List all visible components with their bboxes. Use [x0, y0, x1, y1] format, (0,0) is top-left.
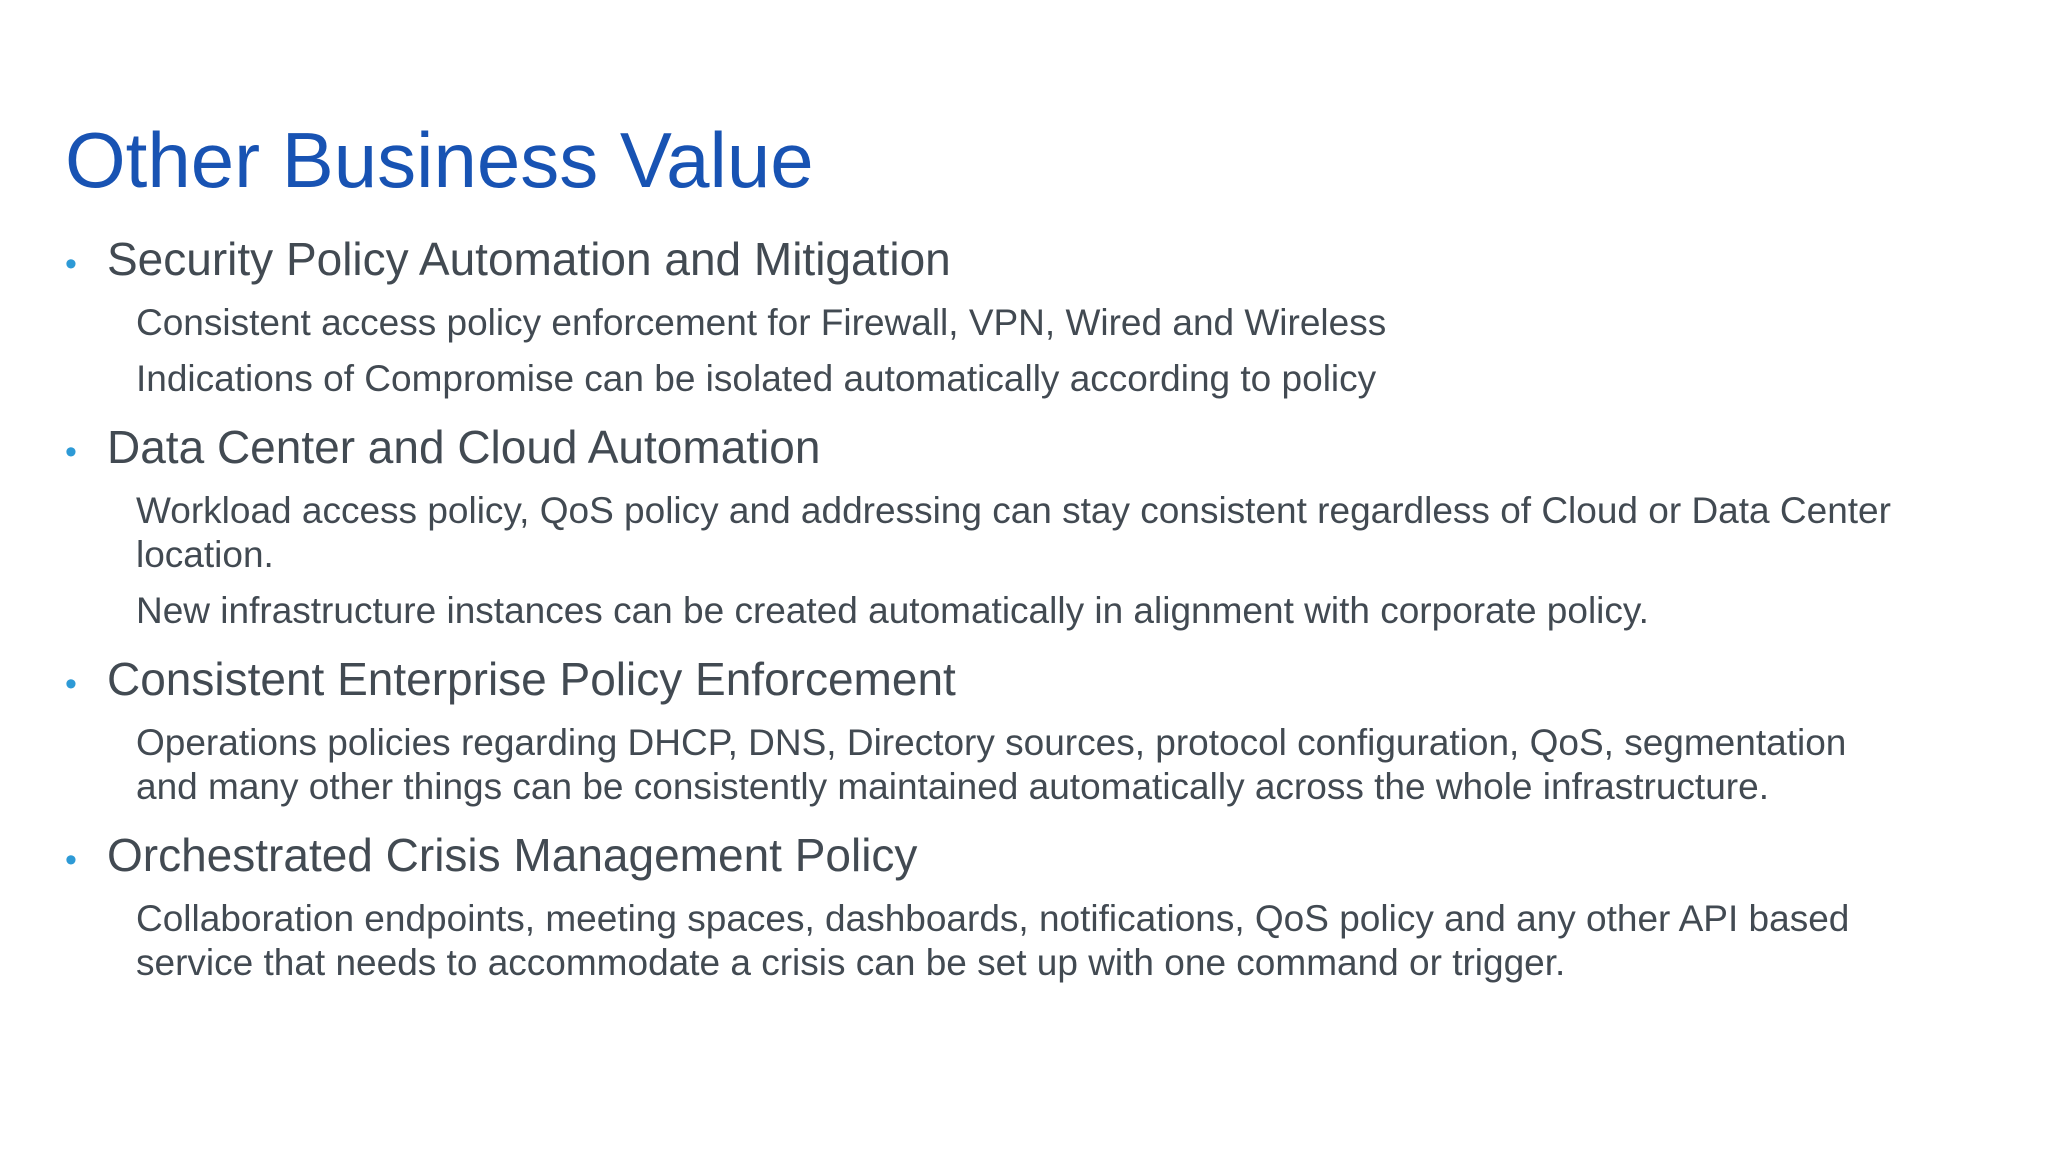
sub-point: Collaboration endpoints, meeting spaces, dashboards, notifications, QoS policy and any other API based service that needs to accommodate a crisis can be set up with one command or trigger.: [136, 898, 1850, 983]
sub-point: Consistent access policy enforcement for Firewall, VPN, Wired and Wireless: [136, 302, 1387, 343]
bullet-heading: Data Center and Cloud Automation: [107, 421, 821, 473]
sub-list: [136, 489, 1916, 633]
sub-list: [136, 897, 1916, 985]
bullet-heading: Consistent Enterprise Policy Enforcement: [107, 653, 956, 705]
sub-point: Indications of Compromise can be isolated automatically according to policy: [136, 358, 1377, 399]
bullet-item-enterprise: [65, 648, 1945, 809]
bullet-heading: Security Policy Automation and Mitigation: [107, 233, 951, 285]
bullet-list: [65, 228, 1945, 1000]
slide-title: Other Business Value: [65, 116, 814, 204]
sub-list: [136, 301, 1916, 401]
bullet-heading: Orchestrated Crisis Management Policy: [107, 829, 918, 881]
sub-point: Workload access policy, QoS policy and addressing can stay consistent regardless of Cloud or Data Center location.: [136, 490, 1891, 575]
sub-list: [136, 721, 1916, 809]
bullet-item-crisis: [65, 824, 1945, 985]
bullet-dot-icon: •: [65, 841, 77, 879]
sub-point: Operations policies regarding DHCP, DNS, Directory sources, protocol configuration, QoS, segmentation and many other things can be consistently maintained automatically across the whole infrastructure.: [136, 722, 1847, 807]
bullet-dot-icon: •: [65, 665, 77, 703]
bullet-dot-icon: •: [65, 245, 77, 283]
bullet-item-security: [65, 228, 1945, 401]
bullet-item-datacenter: [65, 416, 1945, 633]
bullet-dot-icon: •: [65, 433, 77, 471]
sub-point: New infrastructure instances can be created automatically in alignment with corporate policy.: [136, 590, 1649, 631]
